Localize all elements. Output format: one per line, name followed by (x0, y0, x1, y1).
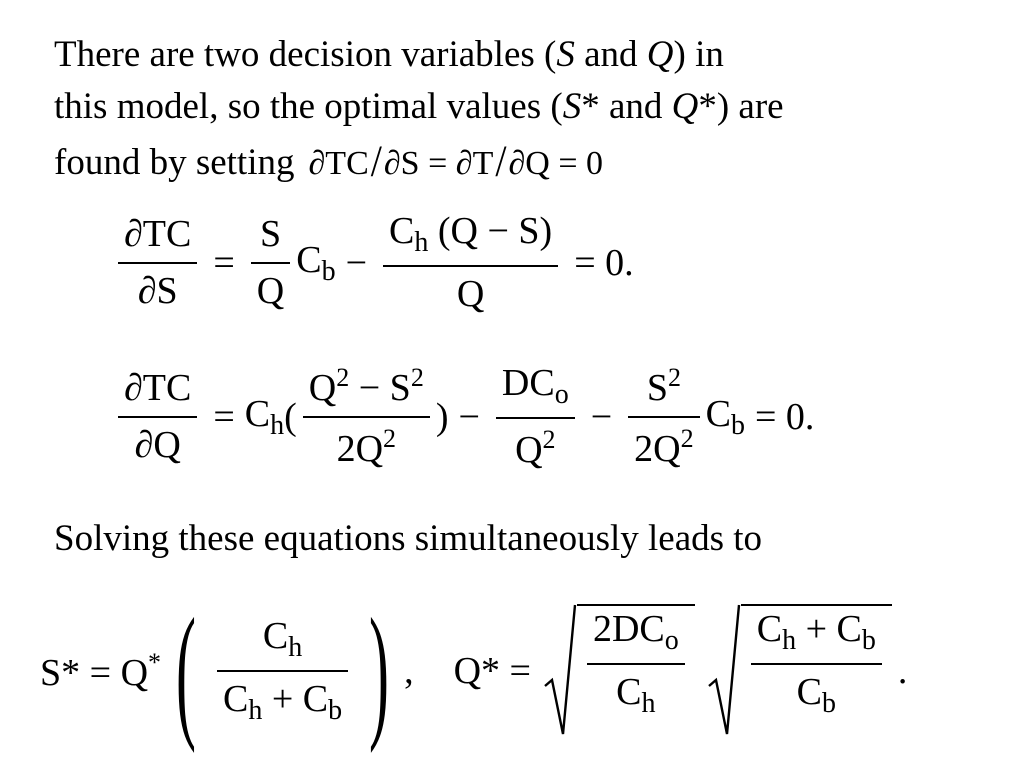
intro-line-3 (54, 134, 1014, 191)
minus-sign: − (458, 396, 480, 439)
math-text: + C (796, 608, 862, 650)
superscript: 2 (410, 362, 424, 392)
numerator: ∂TC (124, 366, 192, 409)
fraction-bar (751, 663, 882, 665)
math-text: ∂S = (383, 145, 456, 182)
math-text: C (616, 671, 642, 714)
comma: , (404, 650, 414, 692)
math-text: C (389, 210, 415, 252)
numerator (496, 362, 575, 411)
math-text: ∂Q = 0 (508, 145, 604, 182)
var-Q: Q (671, 86, 699, 127)
fraction-Q2-S2 (303, 363, 430, 472)
math-text: C (796, 671, 822, 714)
Q-star-lhs: Q* = (453, 650, 531, 692)
radicand (577, 604, 695, 738)
subscript: b (821, 688, 836, 720)
slash-symbol: / (495, 135, 507, 186)
fraction-bar (587, 663, 685, 665)
numerator (587, 608, 685, 657)
math-text: 2DC (592, 608, 665, 650)
intro-text: *) are (698, 86, 784, 127)
denominator: ∂Q (134, 424, 181, 467)
fraction-dTC-dQ (118, 367, 197, 468)
equals-sign: = (213, 396, 235, 439)
subscript: h (641, 688, 656, 720)
math-text: C (222, 678, 249, 720)
numerator: S (259, 212, 282, 255)
radical-sign-icon (543, 604, 577, 738)
math-text: Q (515, 429, 543, 472)
fraction-bar (628, 416, 699, 418)
fraction-Ch-sum (217, 615, 348, 727)
fraction-Ch (383, 210, 558, 317)
numerator (641, 363, 687, 411)
math-text: C (705, 393, 731, 436)
left-big-paren: ( (176, 588, 196, 754)
solving-line (54, 512, 1014, 566)
equals-zero: = 0. (574, 242, 634, 285)
fraction-DCo-Q2 (496, 362, 575, 473)
term-Cb (296, 238, 335, 288)
intro-text: * and (581, 86, 672, 127)
fraction-bar (217, 670, 348, 672)
denominator (791, 671, 842, 720)
denominator: ∂S (137, 270, 178, 313)
math-text: C (244, 393, 271, 436)
subscript: h (414, 227, 429, 258)
subscript: o (664, 625, 679, 656)
math-text: − S (349, 366, 411, 409)
math-text: + C (262, 678, 329, 720)
subscript: h (248, 695, 263, 726)
fraction-2DCo-Ch (587, 608, 685, 720)
denominator: Q (456, 273, 485, 316)
superscript: * (148, 647, 162, 677)
minus-sign: − (345, 242, 368, 285)
intro-line-1 (54, 28, 1014, 82)
S-star-lhs (40, 648, 161, 695)
math-text: T (472, 145, 494, 182)
var-Q: Q (646, 34, 674, 75)
subscript: h (288, 631, 303, 663)
equation-3 (40, 588, 908, 754)
numerator (303, 363, 430, 411)
minus-sign: − (590, 396, 613, 439)
fraction-bar (496, 417, 575, 419)
equals-sign: = (213, 242, 235, 285)
fraction-S2-2Q2 (628, 363, 699, 472)
term-Ch (245, 392, 284, 442)
intro-line-2 (54, 80, 1014, 134)
denominator: Q (256, 270, 285, 313)
subscript: h (782, 625, 797, 656)
equals-zero: = 0. (754, 396, 815, 439)
numerator (751, 608, 882, 657)
period: . (897, 650, 908, 692)
radicand (741, 604, 892, 738)
slash-symbol: / (370, 135, 382, 186)
sqrt-1 (543, 604, 695, 738)
equation-1 (112, 210, 644, 317)
right-big-paren: ) (369, 588, 390, 754)
math-text: S (646, 366, 668, 409)
intro-text: found by setting (54, 142, 295, 183)
math-text: C (756, 608, 783, 650)
fraction-S-Q (251, 213, 290, 314)
fraction-bar (251, 262, 290, 264)
fraction-dTC-dS (118, 213, 197, 314)
intro-text: this model, so the optimal values ( (54, 86, 563, 127)
right-paren: ) (435, 396, 449, 439)
math-text: 2Q (336, 428, 384, 471)
subscript: b (861, 625, 876, 656)
math-text: TC (325, 145, 369, 182)
partial-symbol: ∂ (308, 145, 326, 182)
inline-condition (308, 135, 604, 186)
subscript: h (270, 410, 285, 442)
math-text: Q (308, 366, 337, 409)
numerator (383, 210, 558, 259)
math-text: C (262, 614, 289, 657)
term-Cb (706, 392, 745, 442)
fraction-bar (303, 416, 430, 418)
denominator (610, 671, 661, 720)
denominator (331, 424, 402, 472)
intro-text: ) in (673, 34, 724, 75)
subscript: b (321, 256, 336, 288)
fraction-sum-Cb (751, 608, 882, 720)
var-S: S (556, 34, 575, 75)
superscript: 2 (667, 362, 681, 392)
fraction-bar (118, 416, 197, 418)
math-text: DC (501, 362, 555, 404)
intro-text: There are two decision variables ( (54, 34, 557, 75)
fraction-bar (118, 262, 197, 264)
superscript: 2 (336, 362, 350, 392)
sqrt-2 (707, 604, 892, 738)
denominator (509, 425, 561, 473)
superscript: 2 (680, 424, 694, 454)
subscript: b (328, 695, 343, 726)
left-paren: ( (284, 396, 297, 439)
superscript: 2 (542, 425, 556, 455)
var-S: S (562, 86, 582, 127)
numerator: ∂TC (124, 212, 192, 255)
body-text: Solving these equations simultaneously leads to (54, 518, 763, 559)
radical-sign-icon (707, 604, 741, 738)
equation-2 (112, 362, 824, 473)
math-text: 2Q (634, 428, 681, 471)
denominator (628, 424, 699, 472)
denominator (217, 678, 348, 727)
subscript: b (730, 410, 745, 442)
partial-symbol: ∂ (455, 145, 473, 182)
fraction-bar (383, 265, 558, 267)
subscript: o (554, 379, 569, 410)
math-text: C (296, 239, 322, 282)
superscript: 2 (383, 424, 397, 454)
numerator (257, 615, 308, 664)
math-text: (Q − S) (428, 210, 553, 252)
intro-text: and (574, 34, 647, 75)
math-text: S* = Q (40, 651, 149, 694)
